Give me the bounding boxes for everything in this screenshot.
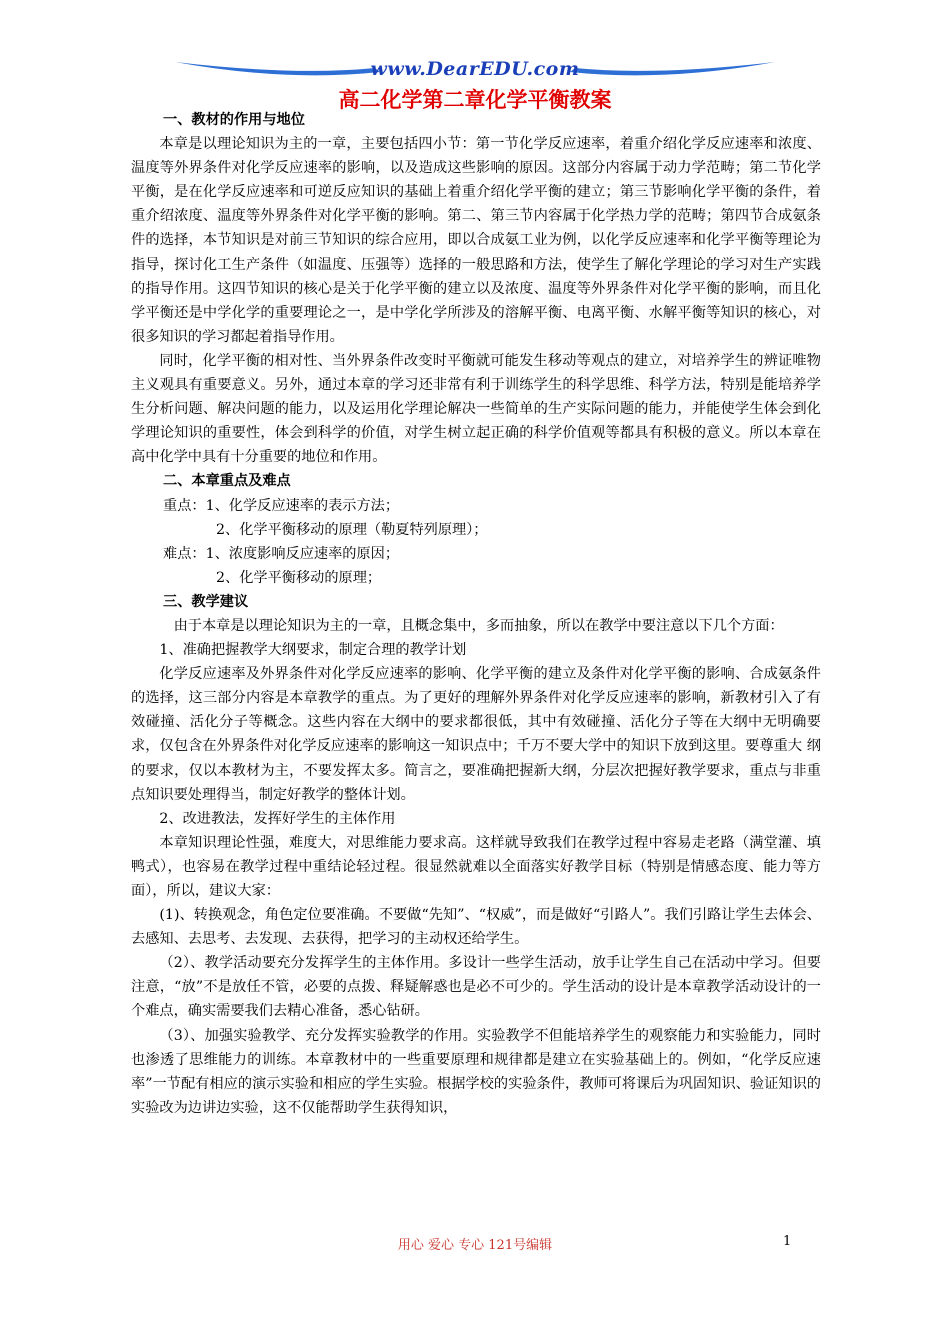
page-title: 高二化学第二章化学平衡教案: [338, 88, 612, 112]
paragraph: 同时，化学平衡的相对性、当外界条件改变时平衡就可能发生移动等观点的建立，对培养学生的辨证唯物主义观具有重要意义。另外，通过本章的学习还非常有利于训练学生的科学思维、科学方法，特别是能培养学生分析问题、解决问题的能力，以及运用化学理论解决一些简单的生产实际问题的能力，并能使学生体会到化学理论知识的重要性，体会到科学的价值，对学生树立起正确的科学价值观等都具有积极的意义。所以本章在高中化学中具有十分重要的地位和作用。: [131, 352, 821, 466]
item-title-1: 1、准确把握教学大纲要求，制定合理的教学计划: [159, 642, 467, 659]
section-heading-2: 二、本章重点及难点: [163, 473, 291, 490]
document-body: [131, 108, 821, 1120]
item-title-2: 2、改进教法，发挥好学生的主体作用: [159, 810, 396, 827]
list-item: (1)、转换观念，角色定位要准确。不要做“先知”、“权威”，而是做好“引路人”。我们引路让学生去体会、去感知、去思考、去发现、去获得，把学习的主动权还给学生。: [131, 907, 821, 948]
page-number: 1: [783, 1234, 792, 1249]
section-heading-1: 一、教材的作用与地位: [163, 112, 305, 128]
key-point-2: 2、化学平衡移动的原理（勒夏特列原理）；: [216, 521, 488, 538]
list-item: （2）、教学活动要充分发挥学生的主体作用。多设计一些学生活动，放手让学生自己在活动中学习。但要注意，“放”不是放任不管，必要的点拨、释疑解惑也是必不可少的。学生活动的设计是本章教学活动设计的一个难点，确实需要我们去精心准备，悉心钻研。: [131, 955, 821, 1020]
paragraph: 本章知识理论性强，难度大，对思维能力要求高。这样就导致我们在教学过程中容易走老路（满堂灌、填鸭式），也容易在教学过程中重结论轻过程。很显然就难以全面落实好教学目标（特别是情感态度、能力等方面），所以，建议大家：: [131, 834, 821, 899]
difficulty-1: 难点：1、浓度影响反应速率的原因；: [163, 545, 400, 562]
paragraph: 化学反应速率及外界条件对化学反应速率的影响、化学平衡的建立及条件对化学平衡的影响、合成氨条件的选择，这三部分内容是本章教学的重点。为了更好的理解外界条件对化学反应速率的影响，新教材引入了有效碰撞、活化分子等概念。这些内容在大纲中的要求都很低，其中有效碰撞、活化分子等在大纲中无明确要求，仅包含在外界条件对化学反应速率的影响这一知识点中；千万不要大学中的知识下放到这里。要尊重大 纲的要求，仅以本教材为主，不要发挥太多。简言之，要准确把握新大纲，分层次把握好教学要求，重点与非重点知识要处理得当，制定好教学的整体计划。: [131, 666, 821, 803]
list-item: （3）、加强实验教学、充分发挥实验教学的作用。实验教学不但能培养学生的观察能力和实验能力，同时也渗透了思维能力的训练。本章教材中的一些重要原理和规律都是建立在实验基础上的。例如，“化学反应速率”一节配有相应的演示实验和相应的学生实验。根据学校的实验条件，教师可将课后为巩固知识、验证知识的实验改为边讲边实验，这不仅能帮助学生获得知识，: [131, 1027, 821, 1116]
paragraph: 由于本章是以理论知识为主的一章，且概念集中，多而抽象，所以在教学中要注意以下几个方面：: [173, 617, 784, 634]
footer-text: 用心 爱心 专心 121号编辑: [397, 1238, 553, 1253]
key-point-1: 重点：1、化学反应速率的表示方法；: [163, 497, 400, 514]
section-heading-3: 三、教学建议: [163, 593, 249, 610]
header-site-name: www.DearEDU.com: [370, 58, 580, 80]
difficulty-2: 2、化学平衡移动的原理；: [216, 569, 382, 586]
paragraph: 本章是以理论知识为主的一章，主要包括四小节：第一节化学反应速率，着重介绍化学反应速率和浓度、温度等外界条件对化学反应速率的影响，以及造成这些影响的原因。这部分内容属于动力学范畴；第二节化学平衡，是在化学反应速率和可逆反应知识的基础上着重介绍化学平衡的建立；第三节影响化学平衡的条件，着重介绍浓度、温度等外界条件对化学平衡的影响。第二、第三节内容属于化学热力学的范畴；第四节合成氨条件的选择，本节知识是对前三节知识的综合应用，即以合成氨工业为例，以化学反应速率和化学平衡等理论为指导，探讨化工生产条件（如温度、压强等）选择的一般思路和方法，使学生了解化学理论的学习对生产实践的指导作用。这四节知识的核心是关于化学平衡的建立以及浓度、温度等外界条件对化学平衡的影响，而且化学平衡还是中学化学的重要理论之一，是中学化学所涉及的溶解平衡、电离平衡、水解平衡等知识的核心，对很多知识的学习都起着指导作用。: [131, 136, 821, 345]
